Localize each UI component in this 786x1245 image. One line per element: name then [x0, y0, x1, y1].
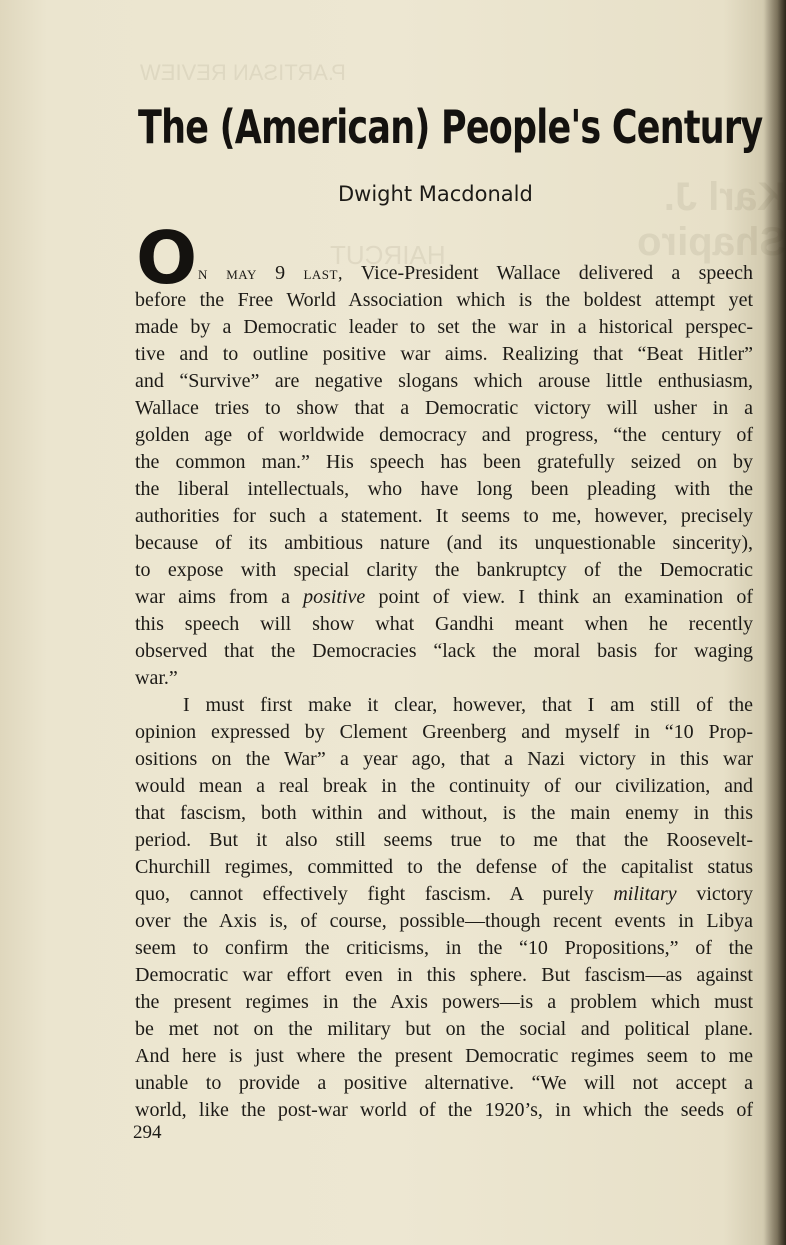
italic-text: military: [613, 883, 677, 905]
text-line: the present regimes in the Axis powers—is a problem which must: [135, 991, 753, 1013]
text-line: to expose with special clarity the bankruptcy of the Democratic: [135, 559, 753, 581]
text-line: observed that the Democracies “lack the moral basis for waging: [135, 640, 753, 662]
bleed-through-text: P.ARTISAN REVIEW: [140, 60, 346, 85]
text-line: Wallace tries to show that a Democratic victory will usher in a: [135, 397, 753, 419]
text-line: Democratic war effort even in this sphere. But fascism—as against: [135, 964, 753, 986]
text-span: Vice-President Wallace delivered a speech: [360, 262, 754, 284]
text-line: I must first make it clear, however, that I am still of the: [183, 694, 753, 716]
article-author: Dwight Macdonald: [338, 182, 533, 206]
text-line: over the Axis is, of course, possible—though recent events in Libya: [135, 910, 753, 932]
text-line: And here is just where the present Democratic regimes seem to me: [135, 1045, 753, 1067]
text-line: the common man.” His speech has been gratefully seized on by: [135, 451, 753, 473]
page-edge-shadow: [764, 0, 786, 1245]
text-line: tive and to outline positive war aims. Realizing that “Beat Hitler”: [135, 343, 753, 365]
text-line: and “Survive” are negative slogans which arouse little enthusiasm,: [135, 370, 753, 392]
text-line: world, like the post-war world of the 1920’s, in which the seeds of: [135, 1099, 753, 1121]
text-line: authorities for such a statement. It seems to me, however, precisely: [135, 505, 753, 527]
text-line: before the Free World Association which is the boldest attempt yet: [135, 289, 753, 311]
text-line: that fascism, both within and without, is the main enemy in this: [135, 802, 753, 824]
bleed-through-text: Karl J. Shapiro: [637, 175, 786, 264]
text-line: would mean a real break in the continuity of our civilization, and: [135, 775, 753, 797]
text-line: the liberal intellectuals, who have long been pleading with the: [135, 478, 753, 500]
text-line: this speech will show what Gandhi meant when he recently: [135, 613, 753, 635]
bleed-through-text: HAIRCUT: [330, 240, 446, 270]
text-line: war.”: [135, 667, 178, 689]
text-line: Churchill regimes, committed to the defense of the capitalist status: [135, 856, 753, 878]
smallcaps-text: last,: [303, 263, 343, 283]
text-span: war aims from a: [135, 586, 304, 608]
text-span: 9: [275, 262, 286, 284]
italic-text: positive: [303, 586, 366, 608]
text-line: opinion expressed by Clement Greenberg and myself in “10 Prop-: [135, 721, 753, 743]
text-span: point of view. I think an examination of: [365, 586, 753, 608]
text-line: [135, 881, 753, 908]
text-line: made by a Democratic leader to set the war in a historical perspec-: [135, 316, 753, 338]
text-line: golden age of worldwide democracy and progress, “the century of: [135, 424, 753, 446]
text-line: unable to provide a positive alternative. “We will not accept a: [135, 1072, 753, 1094]
text-line: period. But it also still seems true to me that the Roosevelt-: [135, 829, 753, 851]
drop-cap: O: [136, 216, 198, 300]
page-number: 294: [133, 1122, 162, 1143]
text-line: because of its ambitious nature (and its unquestionable sincerity),: [135, 532, 753, 554]
article-title: The (American) People's Century: [138, 100, 763, 154]
text-span: quo, cannot effectively fight fascism. A purely: [135, 883, 614, 905]
text-line: [198, 260, 753, 287]
text-line: be met not on the military but on the social and political plane.: [135, 1018, 753, 1040]
text-span: victory: [676, 883, 753, 905]
text-line: seem to confirm the criticisms, in the “10 Propositions,” of the: [135, 937, 753, 959]
text-line: [135, 584, 753, 611]
text-line: ositions on the War” a year ago, that a Nazi victory in this war: [135, 748, 753, 770]
smallcaps-text: n may: [198, 263, 257, 283]
